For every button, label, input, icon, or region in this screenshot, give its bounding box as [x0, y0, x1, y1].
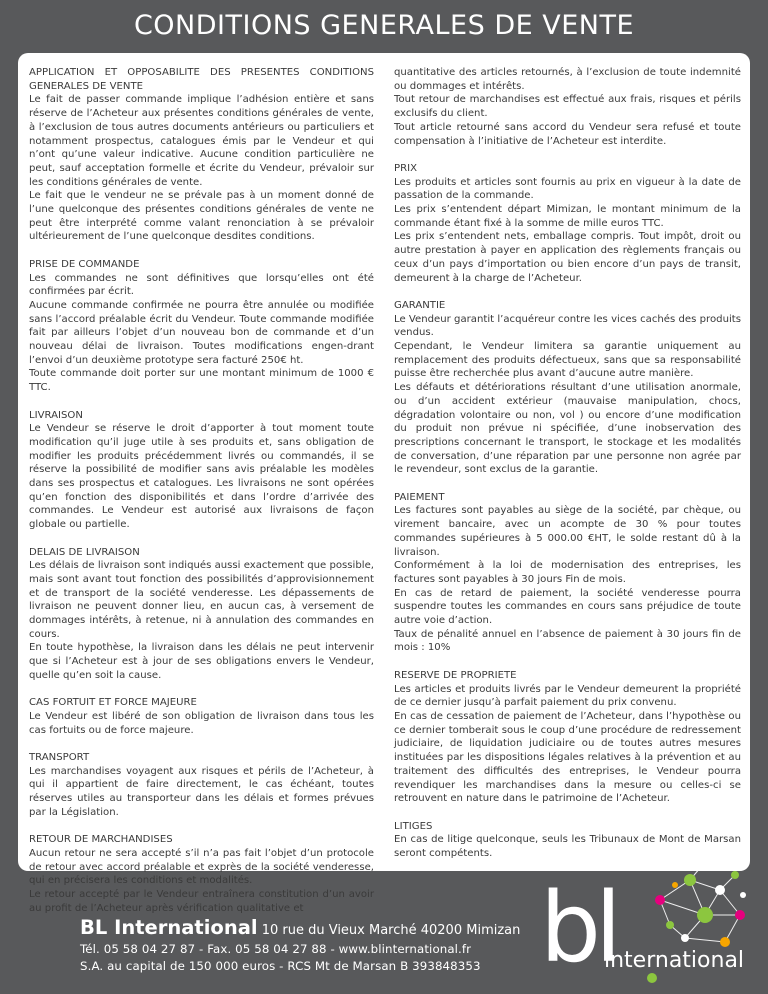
section-delais-de-livraison — [29, 546, 374, 683]
section-paragraph: Le Vendeur est libéré de son obligation de livraison dans tous les cas fortuits ou de force majeure. — [29, 710, 374, 736]
section-heading: RESERVE DE PROPRIETE — [394, 669, 517, 681]
section-paragraph: Les prix s’entendent nets, emballage compris. Tout impôt, droit ou autre prestation à payer en application des règlements français ou ceux d’un pays d’importation ou bien encore d’un pays de transit, demeurent à la charge de l’Acheteur. — [394, 231, 741, 284]
section-prix — [394, 162, 741, 285]
section-paragraph: Tout article retourné sans accord du Vendeur sera refusé et toute compensation à l’initiative de l’Acheteur est interdite. — [394, 121, 741, 147]
section-heading: APPLICATION ET OPPOSABILITE DES PRESENTES CONDITIONS GENERALES DE VENTE — [29, 67, 374, 92]
section-paragraph: Le Vendeur se réserve le droit d’apporter à tout moment toute modification qu’il juge utile à ses produits et, sans obligation de modifier les produits précédemment livrés ou commandés, il se réserve la possibilité de modifier sans avis préalable les modèles dans ses prospectus et catalogues. Les livraisons ne sont opérées qu’en fonction des disponibilités et dans l’ordre d’arrivée des commandes. Le Vendeur est autorisé aux livraisons de façon globale ou partielle. — [29, 423, 374, 531]
section-heading: PAIEMENT — [394, 491, 445, 503]
section-litiges — [394, 820, 741, 861]
section-heading: RETOUR DE MARCHANDISES — [29, 834, 173, 846]
section-paragraph: En cas de retard de paiement, la société venderesse pourra suspendre toutes les commandes en cours sans préjudice de toute autre voie d’action. — [394, 587, 741, 627]
section-heading: DELAIS DE LIVRAISON — [29, 546, 140, 558]
bl-international-logo — [540, 860, 752, 988]
company-contact: Tél. 05 58 04 27 87 - Fax. 05 58 04 27 88 - www.blinternational.fr — [80, 942, 472, 956]
section-paragraph: En cas de litige quelconque, seuls les Tribunaux de Mont de Marsan seront compétents. — [394, 834, 741, 859]
section-paragraph: quantitative des articles retournés, à l’exclusion de toute indemnité ou dommages et intérêts. — [394, 67, 741, 92]
section-livraison — [29, 409, 374, 532]
section-application-et-opposabilite-des-presentes-conditions-generales-de-vente — [29, 66, 374, 244]
section-paragraph: Cependant, le Vendeur limitera sa garantie uniquement au remplacement des produits défectueux, sans que sa responsabilité puisse être recherchée plus avant d’aucune autre manière. — [394, 341, 741, 380]
section-paragraph: Tout retour de marchandises est effectué aux frais, risques et périls exclusifs du client. — [394, 94, 741, 120]
section-paragraph: Les articles et produits livrés par le Vendeur demeurent la propriété de ce dernier jusqu’à parfait paiement du prix convenu. — [394, 683, 741, 709]
section-paragraph: En cas de cessation de paiement de l’Acheteur, dans l’hypothèse ou ce dernier tomberait sous le coup d’une procédure de redressement judiciaire, de liquidation judiciaire ou de toutes autres mesures instituées par les dispositions légales relatives à la prévention et au traitement des difficultés des entreprises, le Vendeur pourra revendiquer les marchandises dans la mesure ou celles-ci se retrouvent en nature dans le patrimoine de l’Acheteur. — [394, 710, 741, 805]
section-paragraph: Le Vendeur garantit l’acquéreur contre les vices cachés des produits vendus. — [394, 313, 741, 339]
section-reserve-de-propriete — [394, 669, 741, 806]
section-paragraph: Aucune commande confirmée ne pourra être annulée ou modifiée sans l’accord préalable écrit du Vendeur. Toute commande modifiée fait par ailleurs l’objet d’un nouveau bon de commande et d’un nouveau délai de livraison. Toutes modifications engen-drant l’envoi d’un deuxième prototype sera facturé 250€ ht. — [29, 299, 374, 366]
section-heading: LIVRAISON — [29, 409, 83, 421]
section-paragraph: Les factures sont payables au siège de la société, par chèque, ou virement bancaire, avec un acompte de 30 % pour toutes commandes supérieures à 5 000.00 €HT, le solde restant dû à la livraison. — [394, 505, 741, 558]
section-paragraph: Toute commande doit porter sur une montant minimum de 1000 € TTC. — [29, 368, 374, 394]
section-prise-de-commande — [29, 258, 374, 395]
page-title: CONDITIONS GENERALES DE VENTE — [133, 10, 635, 41]
section-paragraph: Les produits et articles sont fournis au prix en vigueur à la date de passation de la commande. — [394, 176, 741, 202]
section-heading: LITIGES — [394, 820, 433, 832]
section-paragraph: Les prix s’entendent départ Mimizan, le montant minimum de la commande étant fixé à la somme de mille euros TTC. — [394, 204, 741, 229]
section-paragraph: Les commandes ne sont définitives que lorsqu’elles ont été confirmées par écrit. — [29, 272, 374, 298]
section-retour-de-marchandises — [29, 833, 374, 915]
section-paragraph: Les défauts et détériorations résultant d’une utilisation anormale, ou d’un accident extérieur (mauvaise manipulation, chocs, dégradation volontaire ou non, vol ) ou encore d’une modification du produit non prévue ni spécifiée, d’une inobservation des prescriptions concernant le transport, le stockage et les modalités de conversation, d’une réparation par une personne non agrée par le revendeur, sont exclus de la garantie. — [394, 382, 741, 476]
section-paragraph: Taux de pénalité annuel en l’absence de paiement à 30 jours fin de mois : 10% — [394, 628, 741, 654]
company-name: BL International — [80, 916, 258, 939]
section-paragraph: Le retour accepté par le Vendeur entraînera constitution d’un avoir au profit de l’Acheteur après vérification qualitative et — [29, 889, 374, 914]
section-heading: GARANTIE — [394, 299, 446, 311]
company-legal: S.A. au capital de 150 000 euros - RCS Mt de Marsan B 393848353 — [80, 959, 481, 973]
section-continued — [394, 66, 741, 148]
logo-wordmark: international — [604, 948, 745, 973]
section-cas-fortuit-et-force-majeure — [29, 696, 374, 737]
section-paragraph: Le fait de passer commande implique l’adhésion entière et sans réserve de l’Acheteur aux présentes conditions générales de vente, à l’exclusion de tous autres documents antérieurs ou particuliers et notamment prospectus, catalogues émis par le Vendeur et qui n’ont qu’une valeur indicative. Aucune condition particulière ne peut, sauf acceptation formelle et écrite du Vendeur, prévaloir sur les conditions générales de vente. — [29, 94, 374, 188]
section-paiement — [394, 491, 741, 655]
company-address: 10 rue du Vieux Marché 40200 Mimizan — [257, 923, 521, 938]
section-paragraph: Aucun retour ne sera accepté s’il n’a pas fait l’objet d’un protocole de retour avec accord préalable et exprès de la société venderesse, qui en précisera les conditions et modalités. — [29, 847, 374, 887]
section-heading: PRIX — [394, 162, 417, 174]
section-heading: CAS FORTUIT ET FORCE MAJEURE — [29, 697, 197, 709]
terms-panel — [18, 53, 750, 914]
section-transport — [29, 751, 374, 820]
section-heading: TRANSPORT — [29, 752, 90, 764]
section-paragraph: Les marchandises voyagent aux risques et périls de l’Acheteur, à qui il appartient de faire directement, le cas échéant, toutes réserves utiles au transporteur dans les délais et formes prévues par la Législation. — [29, 765, 374, 818]
section-paragraph: Les délais de livraison sont indiqués aussi exactement que possible, mais sont avant tout fonction des possibilités d’approvisionnement et de transport de la société venderesse. Les dépassements de livraison ne peuvent donner lieu, en aucun cas, à versement de dommages intérêts, à retenue, ni à annulation des commandes en cours. — [29, 560, 374, 640]
footer-address-line — [80, 918, 520, 941]
section-paragraph: En toute hypothèse, la livraison dans les délais ne peut intervenir que si l’Acheteur est à jour de ses obligations envers le Vendeur, quelle qu’en soit la cause. — [29, 642, 374, 681]
section-paragraph: Conformément à la loi de modernisation des entreprises, les factures sont payables à 30 jours Fin de mois. — [394, 560, 741, 585]
section-garantie — [394, 299, 741, 477]
terms-column-right — [394, 66, 741, 874]
terms-column-left — [29, 66, 374, 929]
logo-mark: bl — [540, 872, 616, 984]
footer-contact — [80, 918, 520, 975]
section-paragraph: Le fait que le vendeur ne se prévale pas à un moment donné de l’une quelconque des présentes conditions générales de vente ne peut être interprété comme valant renonciation à se prévaloir ultérieurement de l’une quelconque desdites conditions. — [29, 190, 374, 243]
section-heading: PRISE DE COMMANDE — [29, 258, 140, 270]
